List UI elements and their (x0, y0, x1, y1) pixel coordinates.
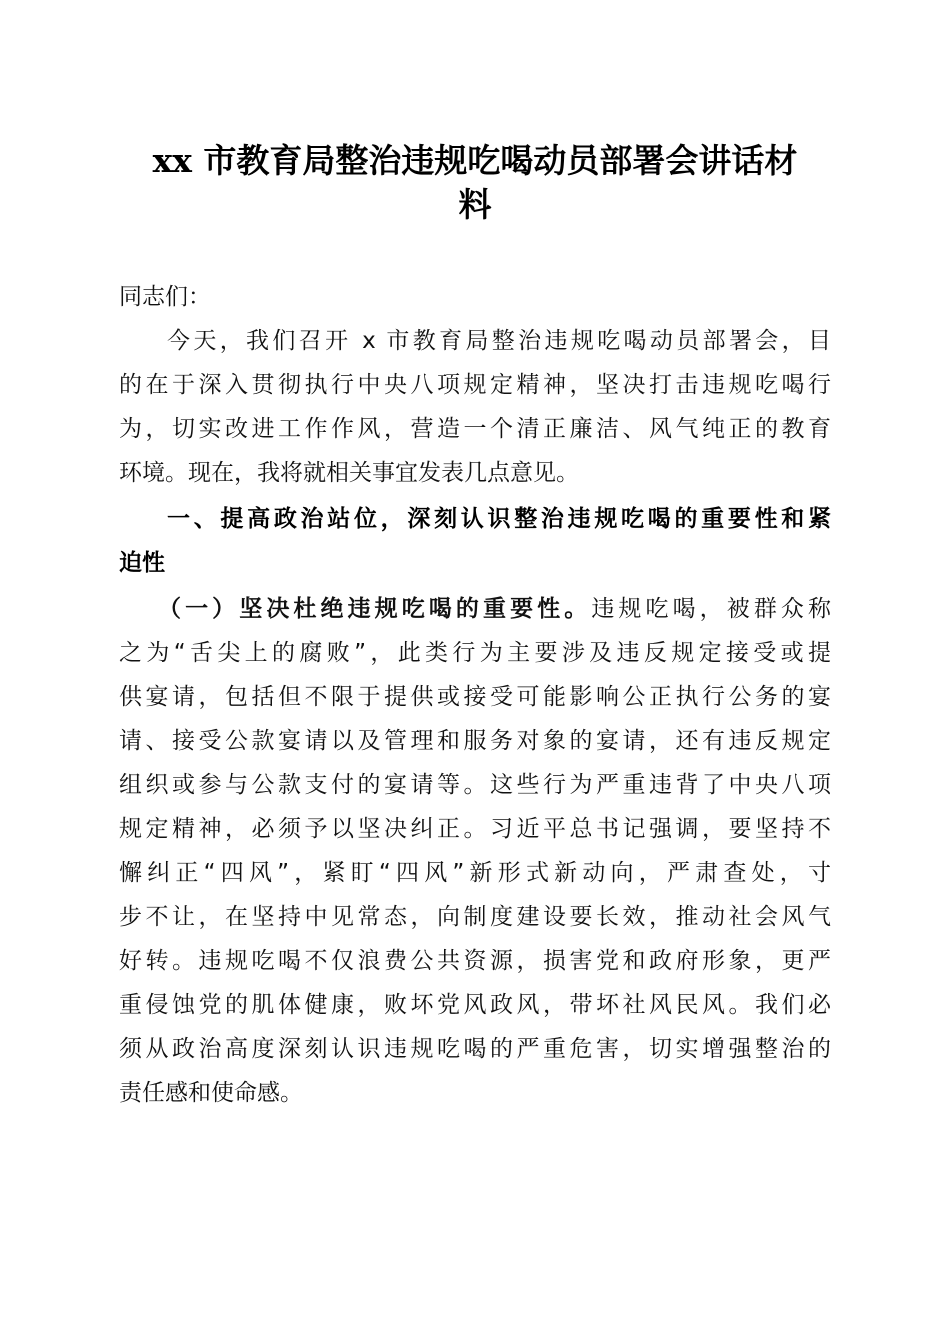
section-1-heading-line-2: 迫性 (119, 550, 165, 576)
section-1-1-first-line-rest: 违规吃喝，被群众称 (591, 596, 832, 622)
section-1-1-line: 请、接受公款宴请以及管理和服务对象的宴请，还有违反规定 (119, 728, 831, 754)
section-1-1-line: 步不让，在坚持中见常态，向制度建设要长效，推动社会风气 (119, 904, 831, 930)
section-1-1-line: 规定精神，必须予以坚决纠正。习近平总书记强调，要坚持不 (119, 816, 831, 842)
section-1-1-line: 之为“舌尖上的腐败”，此类行为主要涉及违反规定接受或提 (119, 640, 831, 666)
section-1-1-line: 重侵蚀党的肌体健康，败坏党风政风，带坏社风民风。我们必 (119, 992, 831, 1018)
intro-line-1: 今天，我们召开 x 市教育局整治违规吃喝动员部署会，目 (167, 328, 831, 354)
salutation: 同志们： (119, 284, 211, 310)
section-1-1-line: 好转。违规吃喝不仅浪费公共资源，损害党和政府形象，更严 (119, 948, 831, 974)
document-title-line-2: 料 (458, 185, 492, 224)
document-title-line-1: xx 市教育局整治违规吃喝动员部署会讲话材 (152, 141, 798, 180)
section-1-1-line: 懈纠正“四风”，紧盯“四风”新形式新动向，严肃查处，寸 (119, 860, 831, 886)
section-1-heading-line-1: 一、提高政治站位，深刻认识整治违规吃喝的重要性和紧 (167, 506, 831, 532)
intro-line-2: 的在于深入贯彻执行中央八项规定精神，坚决打击违规吃喝行 (119, 372, 831, 398)
section-1-1-line: 责任感和使命感。 (119, 1080, 303, 1106)
section-1-1-subheading: （一）坚决杜绝违规吃喝的重要性。 (158, 596, 592, 622)
intro-line-4: 环境。现在，我将就相关事宜发表几点意见。 (119, 460, 579, 486)
section-1-1-first-line (158, 594, 831, 624)
section-1-1-line: 须从政治高度深刻认识违规吃喝的严重危害，切实增强整治的 (119, 1036, 831, 1062)
intro-line-3: 为，切实改进工作作风，营造一个清正廉洁、风气纯正的教育 (119, 416, 831, 442)
section-1-1-line: 供宴请，包括但不限于提供或接受可能影响公正执行公务的宴 (119, 684, 831, 710)
section-1-1-line: 组织或参与公款支付的宴请等。这些行为严重违背了中央八项 (119, 772, 831, 798)
